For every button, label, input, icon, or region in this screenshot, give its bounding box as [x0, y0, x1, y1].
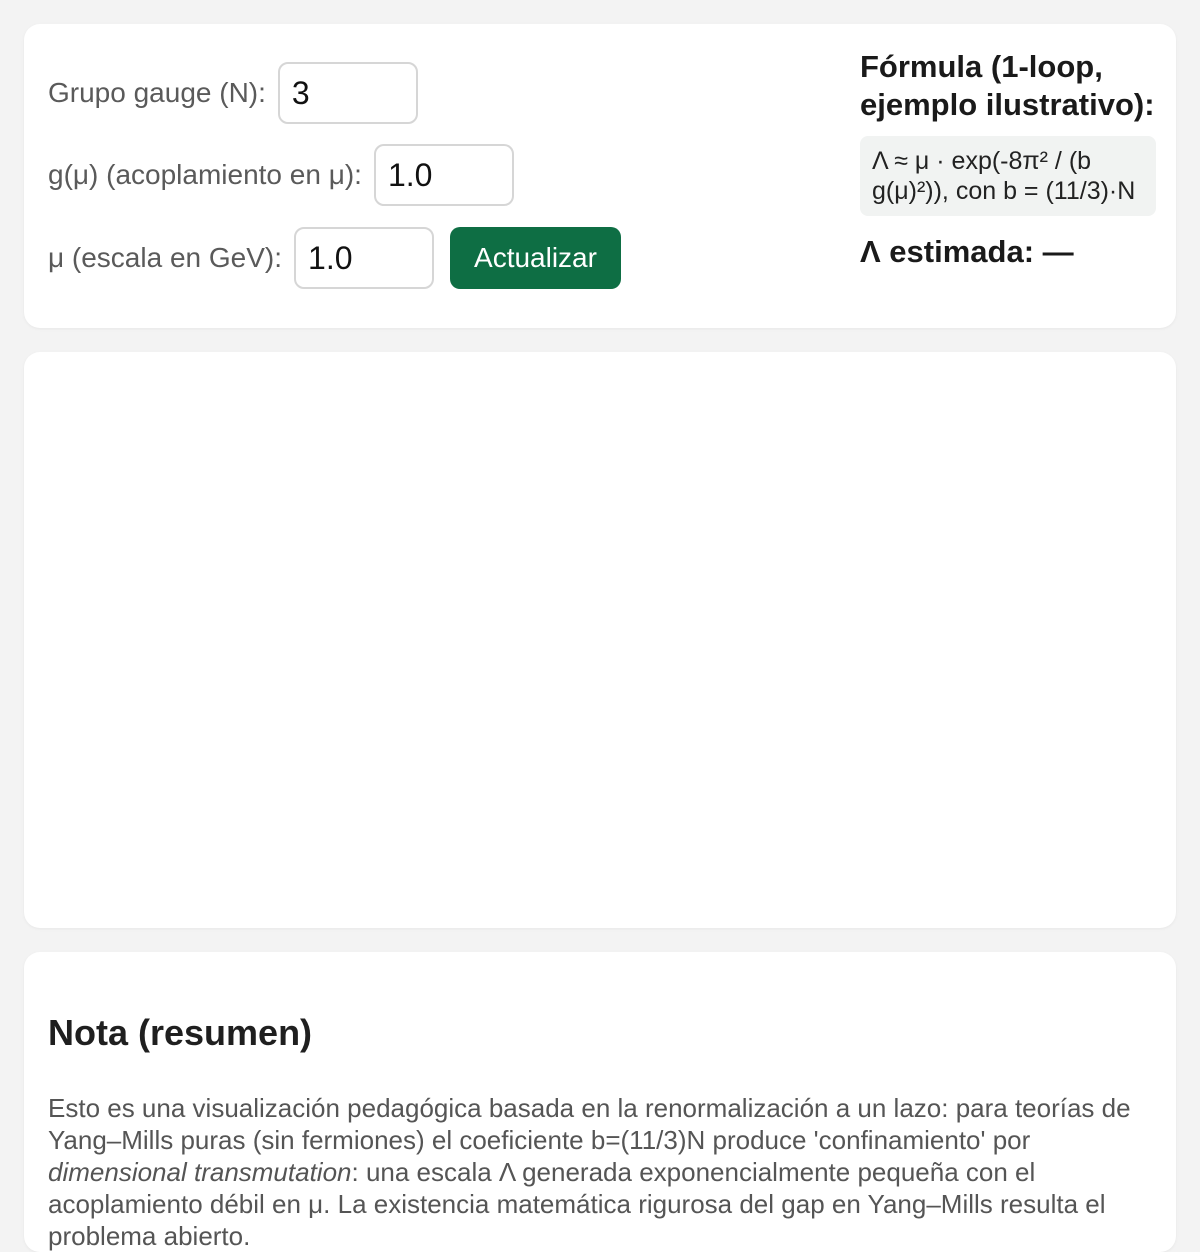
coupling-row: [48, 144, 514, 206]
lambda-value: —: [1042, 234, 1074, 269]
gauge-label: Grupo gauge (N):: [48, 77, 266, 108]
chart-area: [24, 352, 1176, 928]
gauge-group-input[interactable]: [278, 62, 418, 124]
note-title: Nota (resumen): [48, 1012, 313, 1053]
gauge-row: [48, 62, 418, 124]
note-card: [24, 952, 1176, 1252]
note-text: [48, 1092, 1158, 1252]
formula-panel: [860, 48, 1156, 270]
note-text-part1: Esto es una visualización pedagógica basada en la renormalización a un lazo: para teorías de Yang–Mills puras (sin fermiones) el coeficiente b=(11/3)N produce 'confinamiento' por: [48, 1093, 1131, 1155]
scale-input[interactable]: [294, 227, 434, 289]
note-text-part2: : una escala Λ generada exponencialmente pequeña con el acoplamiento débil en μ. La existencia matemática rigurosa del gap en Yang–Mills resulta el problema abierto.: [48, 1157, 1106, 1251]
update-button[interactable]: Actualizar: [450, 227, 621, 289]
note-text-emphasis: dimensional transmutation: [48, 1157, 352, 1187]
scale-row: [48, 227, 621, 289]
scale-label: μ (escala en GeV):: [48, 242, 283, 273]
lambda-label: Λ estimada:: [860, 234, 1035, 269]
lambda-estimate: [860, 234, 1156, 270]
controls-card: [24, 24, 1176, 328]
formula-expression: Λ ≈ μ · exp(-8π² / (b g(μ)²)), con b = (11/3)·N: [860, 136, 1156, 216]
formula-title: Fórmula (1-loop, ejemplo ilustrativo):: [860, 49, 1155, 122]
coupling-input[interactable]: [374, 144, 514, 206]
coupling-label: g(μ) (acoplamiento en μ):: [48, 159, 362, 190]
